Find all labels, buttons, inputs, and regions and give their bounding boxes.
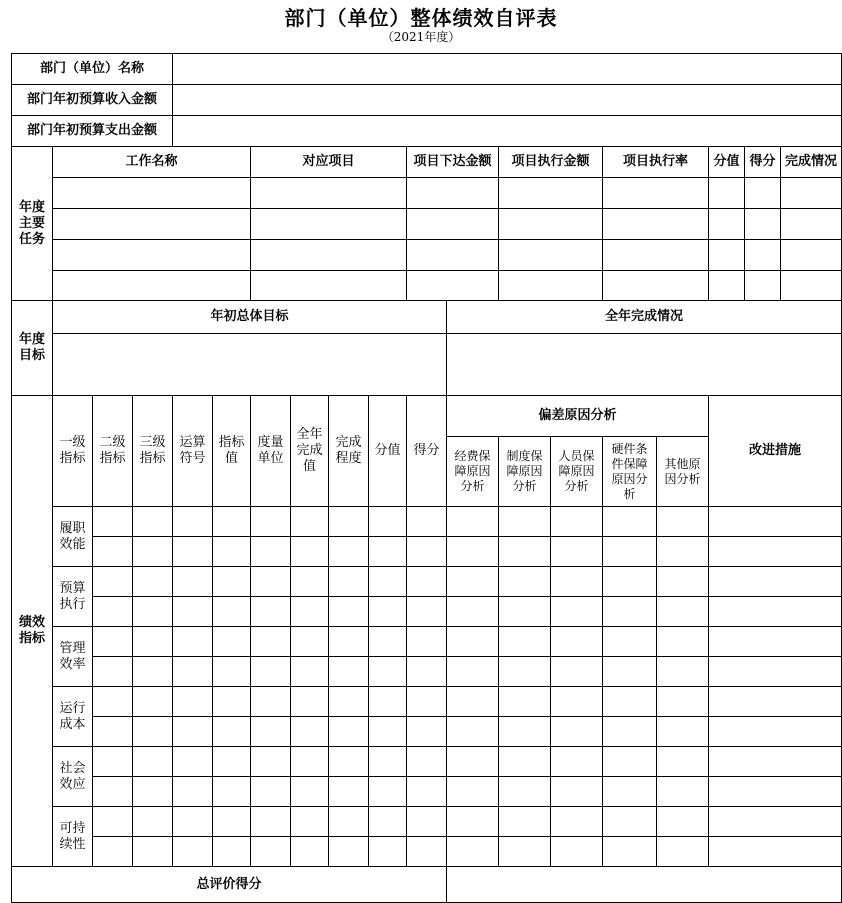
indicator-cell[interactable] [172, 776, 213, 807]
indicator-col-header: 完成 程度 [328, 395, 369, 507]
indicator-cell[interactable] [132, 656, 173, 687]
level1-indicator-label: 可持 续性 [52, 806, 93, 867]
indicator-cell[interactable] [656, 656, 709, 687]
tasks-col-header: 得分 [744, 146, 781, 178]
indicator-cell[interactable] [92, 506, 133, 537]
indicator-cell[interactable] [656, 806, 709, 837]
deviation-col-header: 硬件条 件保障 原因分 析 [602, 436, 657, 507]
goals-section-label: 年度 目标 [11, 300, 53, 396]
indicator-cell[interactable] [290, 716, 329, 747]
indicator-cell[interactable] [290, 746, 329, 777]
indicator-cell[interactable] [446, 566, 499, 597]
indicator-cell[interactable] [132, 566, 173, 597]
indicator-cell[interactable] [602, 806, 657, 837]
indicator-cell[interactable] [172, 716, 213, 747]
indicator-cell[interactable] [498, 596, 551, 627]
indicator-cell[interactable] [656, 716, 709, 747]
indicator-cell[interactable] [132, 626, 173, 657]
indicator-cell[interactable] [250, 746, 291, 777]
improvement-cell[interactable] [708, 776, 842, 807]
indicator-cell[interactable] [406, 626, 447, 657]
task-cell[interactable] [602, 208, 709, 240]
indicator-cell[interactable] [656, 506, 709, 537]
indicator-cell[interactable] [368, 686, 407, 717]
indicator-col-header: 三级 指标 [132, 395, 173, 507]
indicator-cell[interactable] [406, 716, 447, 747]
indicator-cell[interactable] [92, 746, 133, 777]
indicator-cell[interactable] [212, 806, 251, 837]
indicator-cell[interactable] [212, 566, 251, 597]
improvement-header: 改进措施 [708, 395, 842, 507]
indicator-cell[interactable] [446, 716, 499, 747]
level1-indicator-label: 履职 效能 [52, 506, 93, 567]
indicator-cell[interactable] [132, 536, 173, 567]
indicator-cell[interactable] [498, 746, 551, 777]
indicator-cell[interactable] [656, 776, 709, 807]
indicator-cell[interactable] [602, 776, 657, 807]
improvement-cell[interactable] [708, 806, 842, 837]
indicator-cell[interactable] [172, 656, 213, 687]
task-cell[interactable] [498, 208, 603, 240]
indicator-cell[interactable] [406, 596, 447, 627]
indicator-cell[interactable] [498, 506, 551, 537]
indicator-cell[interactable] [172, 566, 213, 597]
task-cell[interactable] [250, 270, 407, 301]
indicator-cell[interactable] [250, 506, 291, 537]
indicator-cell[interactable] [250, 716, 291, 747]
indicator-cell[interactable] [368, 626, 407, 657]
task-cell[interactable] [708, 208, 745, 240]
indicator-cell[interactable] [328, 656, 369, 687]
indicator-cell[interactable] [446, 746, 499, 777]
indicator-cell[interactable] [656, 746, 709, 777]
indicator-cell[interactable] [368, 596, 407, 627]
deviation-header: 偏差原因分析 [446, 395, 709, 437]
improvement-cell[interactable] [708, 566, 842, 597]
indicator-cell[interactable] [250, 536, 291, 567]
indicator-cell[interactable] [92, 596, 133, 627]
indicator-cell[interactable] [406, 806, 447, 837]
indicator-cell[interactable] [92, 776, 133, 807]
income-field[interactable] [172, 84, 842, 116]
indicator-col-header: 度量 单位 [250, 395, 291, 507]
indicator-col-header: 指标 值 [212, 395, 251, 507]
indicator-cell[interactable] [250, 836, 291, 867]
indicator-col-header: 一级 指标 [52, 395, 93, 507]
task-cell[interactable] [780, 177, 842, 209]
deviation-col-header: 人员保 障原因 分析 [550, 436, 603, 507]
level1-indicator-label: 社会 效应 [52, 746, 93, 807]
task-cell[interactable] [744, 239, 781, 271]
indicator-cell[interactable] [212, 626, 251, 657]
level1-indicator-label: 预算 执行 [52, 566, 93, 627]
indicator-cell[interactable] [250, 596, 291, 627]
indicator-cell[interactable] [172, 836, 213, 867]
indicator-cell[interactable] [368, 776, 407, 807]
indicator-cell[interactable] [212, 506, 251, 537]
task-cell[interactable] [744, 208, 781, 240]
indicator-cell[interactable] [406, 836, 447, 867]
indicator-cell[interactable] [602, 746, 657, 777]
indicator-cell[interactable] [92, 806, 133, 837]
indicator-cell[interactable] [250, 566, 291, 597]
indicator-cell[interactable] [92, 656, 133, 687]
indicator-col-header: 全年 完成 值 [290, 395, 329, 507]
indicator-cell[interactable] [550, 686, 603, 717]
indicator-col-header: 分值 [368, 395, 407, 507]
improvement-cell[interactable] [708, 716, 842, 747]
improvement-cell[interactable] [708, 536, 842, 567]
indicator-col-header: 运算 符号 [172, 395, 213, 507]
tasks-col-header: 项目执行金额 [498, 146, 603, 178]
indicator-cell[interactable] [250, 776, 291, 807]
indicator-cell[interactable] [328, 836, 369, 867]
indicator-cell[interactable] [446, 536, 499, 567]
indicator-cell[interactable] [446, 596, 499, 627]
indicator-cell[interactable] [550, 776, 603, 807]
income-label: 部门年初预算收入金额 [11, 84, 173, 116]
indicator-cell[interactable] [656, 596, 709, 627]
indicator-cell[interactable] [498, 776, 551, 807]
indicator-cell[interactable] [328, 716, 369, 747]
indicator-cell[interactable] [172, 806, 213, 837]
completion-field[interactable] [446, 333, 842, 396]
task-cell[interactable] [708, 239, 745, 271]
indicator-cell[interactable] [446, 686, 499, 717]
task-cell[interactable] [52, 239, 251, 271]
indicator-cell[interactable] [550, 596, 603, 627]
task-cell[interactable] [250, 239, 407, 271]
indicator-cell[interactable] [132, 836, 173, 867]
task-cell[interactable] [744, 270, 781, 301]
indicator-cell[interactable] [602, 626, 657, 657]
expense-field[interactable] [172, 115, 842, 147]
indicator-cell[interactable] [92, 626, 133, 657]
indicator-cell[interactable] [498, 566, 551, 597]
indicator-cell[interactable] [602, 566, 657, 597]
indicator-cell[interactable] [368, 566, 407, 597]
indicator-cell[interactable] [290, 566, 329, 597]
task-cell[interactable] [406, 177, 499, 209]
indicator-cell[interactable] [656, 836, 709, 867]
indicator-cell[interactable] [368, 836, 407, 867]
indicator-cell[interactable] [656, 626, 709, 657]
indicator-cell[interactable] [290, 506, 329, 537]
page-title: 部门（单位）整体绩效自评表 [284, 6, 558, 30]
task-cell[interactable] [406, 239, 499, 271]
indicator-cell[interactable] [328, 626, 369, 657]
indicator-cell[interactable] [550, 536, 603, 567]
task-cell[interactable] [406, 208, 499, 240]
page-subtitle: （2021年度） [381, 30, 461, 44]
indicator-cell[interactable] [446, 776, 499, 807]
indicator-cell[interactable] [328, 536, 369, 567]
indicator-cell[interactable] [172, 536, 213, 567]
indicator-cell[interactable] [656, 536, 709, 567]
task-cell[interactable] [406, 270, 499, 301]
indicator-cell[interactable] [92, 686, 133, 717]
dept-name-label: 部门（单位）名称 [11, 53, 173, 85]
indicator-cell[interactable] [212, 716, 251, 747]
indicator-cell[interactable] [550, 836, 603, 867]
indicator-cell[interactable] [132, 686, 173, 717]
improvement-cell[interactable] [708, 596, 842, 627]
indicator-cell[interactable] [368, 746, 407, 777]
task-cell[interactable] [52, 208, 251, 240]
improvement-cell[interactable] [708, 626, 842, 657]
indicator-cell[interactable] [602, 686, 657, 717]
indicator-cell[interactable] [656, 686, 709, 717]
indicator-col-header: 二级 指标 [92, 395, 133, 507]
indicator-cell[interactable] [368, 716, 407, 747]
indicator-cell[interactable] [212, 596, 251, 627]
indicator-col-header: 得分 [406, 395, 447, 507]
task-cell[interactable] [498, 270, 603, 301]
indicator-cell[interactable] [446, 806, 499, 837]
indicator-cell[interactable] [656, 566, 709, 597]
tasks-col-header: 工作名称 [52, 146, 251, 178]
deviation-col-header: 经费保 障原因 分析 [446, 436, 499, 507]
task-cell[interactable] [780, 239, 842, 271]
indicator-cell[interactable] [406, 776, 447, 807]
improvement-cell[interactable] [708, 506, 842, 537]
tasks-section-label: 年度 主要 任务 [11, 146, 53, 301]
task-cell[interactable] [708, 270, 745, 301]
deviation-col-header: 制度保 障原因 分析 [498, 436, 551, 507]
initial-goal-field[interactable] [52, 333, 447, 396]
deviation-col-header: 其他原 因分析 [656, 436, 709, 507]
indicator-cell[interactable] [602, 506, 657, 537]
task-cell[interactable] [780, 270, 842, 301]
indicator-cell[interactable] [328, 686, 369, 717]
indicator-cell[interactable] [446, 506, 499, 537]
indicator-cell[interactable] [368, 536, 407, 567]
indicator-cell[interactable] [132, 806, 173, 837]
indicator-cell[interactable] [172, 506, 213, 537]
indicator-cell[interactable] [172, 686, 213, 717]
indicator-cell[interactable] [132, 746, 173, 777]
indicator-cell[interactable] [250, 686, 291, 717]
indicator-cell[interactable] [290, 776, 329, 807]
indicator-cell[interactable] [132, 776, 173, 807]
indicator-cell[interactable] [290, 596, 329, 627]
indicator-cell[interactable] [498, 686, 551, 717]
task-cell[interactable] [602, 177, 709, 209]
tasks-col-header: 对应项目 [250, 146, 407, 178]
indicator-cell[interactable] [172, 746, 213, 777]
indicator-cell[interactable] [498, 806, 551, 837]
improvement-cell[interactable] [708, 686, 842, 717]
indicator-cell[interactable] [250, 806, 291, 837]
tasks-col-header: 项目执行率 [602, 146, 709, 178]
indicators-section-label: 绩效 指标 [11, 395, 53, 867]
indicator-cell[interactable] [290, 656, 329, 687]
indicator-cell[interactable] [172, 626, 213, 657]
task-cell[interactable] [602, 270, 709, 301]
tasks-col-header: 完成情况 [780, 146, 842, 178]
indicator-cell[interactable] [250, 656, 291, 687]
dept-name-field[interactable] [172, 53, 842, 85]
indicator-cell[interactable] [92, 566, 133, 597]
indicator-cell[interactable] [550, 746, 603, 777]
indicator-cell[interactable] [406, 536, 447, 567]
task-cell[interactable] [498, 239, 603, 271]
indicator-cell[interactable] [212, 686, 251, 717]
task-cell[interactable] [602, 239, 709, 271]
indicator-cell[interactable] [550, 806, 603, 837]
indicator-cell[interactable] [602, 656, 657, 687]
indicator-cell[interactable] [446, 656, 499, 687]
indicator-cell[interactable] [250, 626, 291, 657]
improvement-cell[interactable] [708, 746, 842, 777]
indicator-cell[interactable] [498, 656, 551, 687]
indicator-cell[interactable] [498, 716, 551, 747]
task-cell[interactable] [52, 177, 251, 209]
indicator-cell[interactable] [92, 716, 133, 747]
indicator-cell[interactable] [132, 716, 173, 747]
indicator-cell[interactable] [212, 836, 251, 867]
indicator-cell[interactable] [92, 836, 133, 867]
indicator-cell[interactable] [602, 536, 657, 567]
indicator-cell[interactable] [132, 506, 173, 537]
indicator-cell[interactable] [328, 776, 369, 807]
task-cell[interactable] [250, 208, 407, 240]
indicator-cell[interactable] [212, 536, 251, 567]
completion-header: 全年完成情况 [446, 300, 842, 334]
indicator-cell[interactable] [368, 656, 407, 687]
indicator-cell[interactable] [290, 626, 329, 657]
indicator-cell[interactable] [406, 506, 447, 537]
initial-goal-header: 年初总体目标 [52, 300, 447, 334]
indicator-cell[interactable] [406, 686, 447, 717]
indicator-cell[interactable] [406, 656, 447, 687]
task-cell[interactable] [744, 177, 781, 209]
indicator-cell[interactable] [368, 506, 407, 537]
total-score-label: 总评价得分 [11, 866, 447, 903]
indicator-cell[interactable] [290, 686, 329, 717]
task-cell[interactable] [780, 208, 842, 240]
indicator-cell[interactable] [290, 806, 329, 837]
indicator-cell[interactable] [172, 596, 213, 627]
level1-indicator-label: 管理 效率 [52, 626, 93, 687]
tasks-col-header: 项目下达金额 [406, 146, 499, 178]
indicator-cell[interactable] [406, 566, 447, 597]
improvement-cell[interactable] [708, 656, 842, 687]
indicator-cell[interactable] [446, 626, 499, 657]
indicator-cell[interactable] [498, 536, 551, 567]
level1-indicator-label: 运行 成本 [52, 686, 93, 747]
total-score-field[interactable] [446, 866, 842, 903]
indicator-cell[interactable] [290, 836, 329, 867]
indicator-cell[interactable] [328, 566, 369, 597]
indicator-cell[interactable] [212, 776, 251, 807]
task-cell[interactable] [52, 270, 251, 301]
indicator-cell[interactable] [602, 716, 657, 747]
indicator-cell[interactable] [368, 806, 407, 837]
task-cell[interactable] [708, 177, 745, 209]
indicator-cell[interactable] [550, 656, 603, 687]
indicator-cell[interactable] [212, 656, 251, 687]
indicator-cell[interactable] [550, 566, 603, 597]
task-cell[interactable] [250, 177, 407, 209]
indicator-cell[interactable] [328, 506, 369, 537]
indicator-cell[interactable] [602, 836, 657, 867]
indicator-cell[interactable] [602, 596, 657, 627]
indicator-cell[interactable] [290, 536, 329, 567]
indicator-cell[interactable] [328, 596, 369, 627]
indicator-cell[interactable] [92, 536, 133, 567]
indicator-cell[interactable] [132, 596, 173, 627]
indicator-cell[interactable] [406, 746, 447, 777]
task-cell[interactable] [498, 177, 603, 209]
indicator-cell[interactable] [498, 836, 551, 867]
indicator-cell[interactable] [328, 806, 369, 837]
expense-label: 部门年初预算支出金额 [11, 115, 173, 147]
improvement-cell[interactable] [708, 836, 842, 867]
indicator-cell[interactable] [212, 746, 251, 777]
indicator-cell[interactable] [328, 746, 369, 777]
indicator-cell[interactable] [550, 506, 603, 537]
indicator-cell[interactable] [550, 716, 603, 747]
indicator-cell[interactable] [446, 836, 499, 867]
indicator-cell[interactable] [498, 626, 551, 657]
tasks-col-header: 分值 [708, 146, 745, 178]
indicator-cell[interactable] [550, 626, 603, 657]
